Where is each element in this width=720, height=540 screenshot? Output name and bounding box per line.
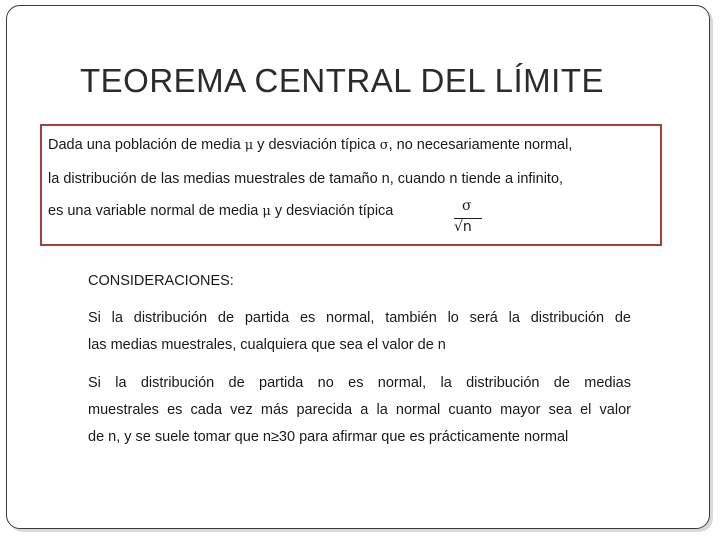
mu-symbol: μ [244,138,254,153]
sigma-over-sqrt-n-formula [452,198,486,238]
theorem-text: , no necesariamente normal, [388,137,573,153]
sigma-symbol: σ [379,138,389,153]
theorem-text: y desviación típica [270,203,394,219]
theorem-line-3 [48,203,393,219]
consideration-2-line-3: de n, y se suele tomar que n≥30 para afirmar que es prácticamente normal [88,429,569,445]
theorem-line-1 [48,137,572,153]
consideration-1-line-1: Si la distribución de partida es normal, también lo será la distribución de [88,310,631,326]
consideration-2-line-2: muestrales es cada vez más parecida a la normal cuanto mayor sea el valor [88,402,631,418]
consideration-2-line-1: Si la distribución de partida no es normal, la distribución de medias [88,375,631,391]
formula-denominator: √n [454,219,472,235]
mu-symbol: μ [262,204,271,219]
considerations-heading: CONSIDERACIONES: [88,273,234,289]
formula-numerator: σ [462,198,472,214]
theorem-line-2: la distribución de las medias muestrales de tamaño n, cuando n tiende a infinito, [48,171,564,187]
slide-title: TEOREMA CENTRAL DEL LÍMITE [80,62,604,99]
consideration-1-line-2: las medias muestrales, cualquiera que sea el valor de n [88,337,446,353]
theorem-text: Dada una población de media [48,137,245,153]
theorem-text: es una variable normal de media [48,203,263,219]
theorem-text: y desviación típica [253,137,380,153]
